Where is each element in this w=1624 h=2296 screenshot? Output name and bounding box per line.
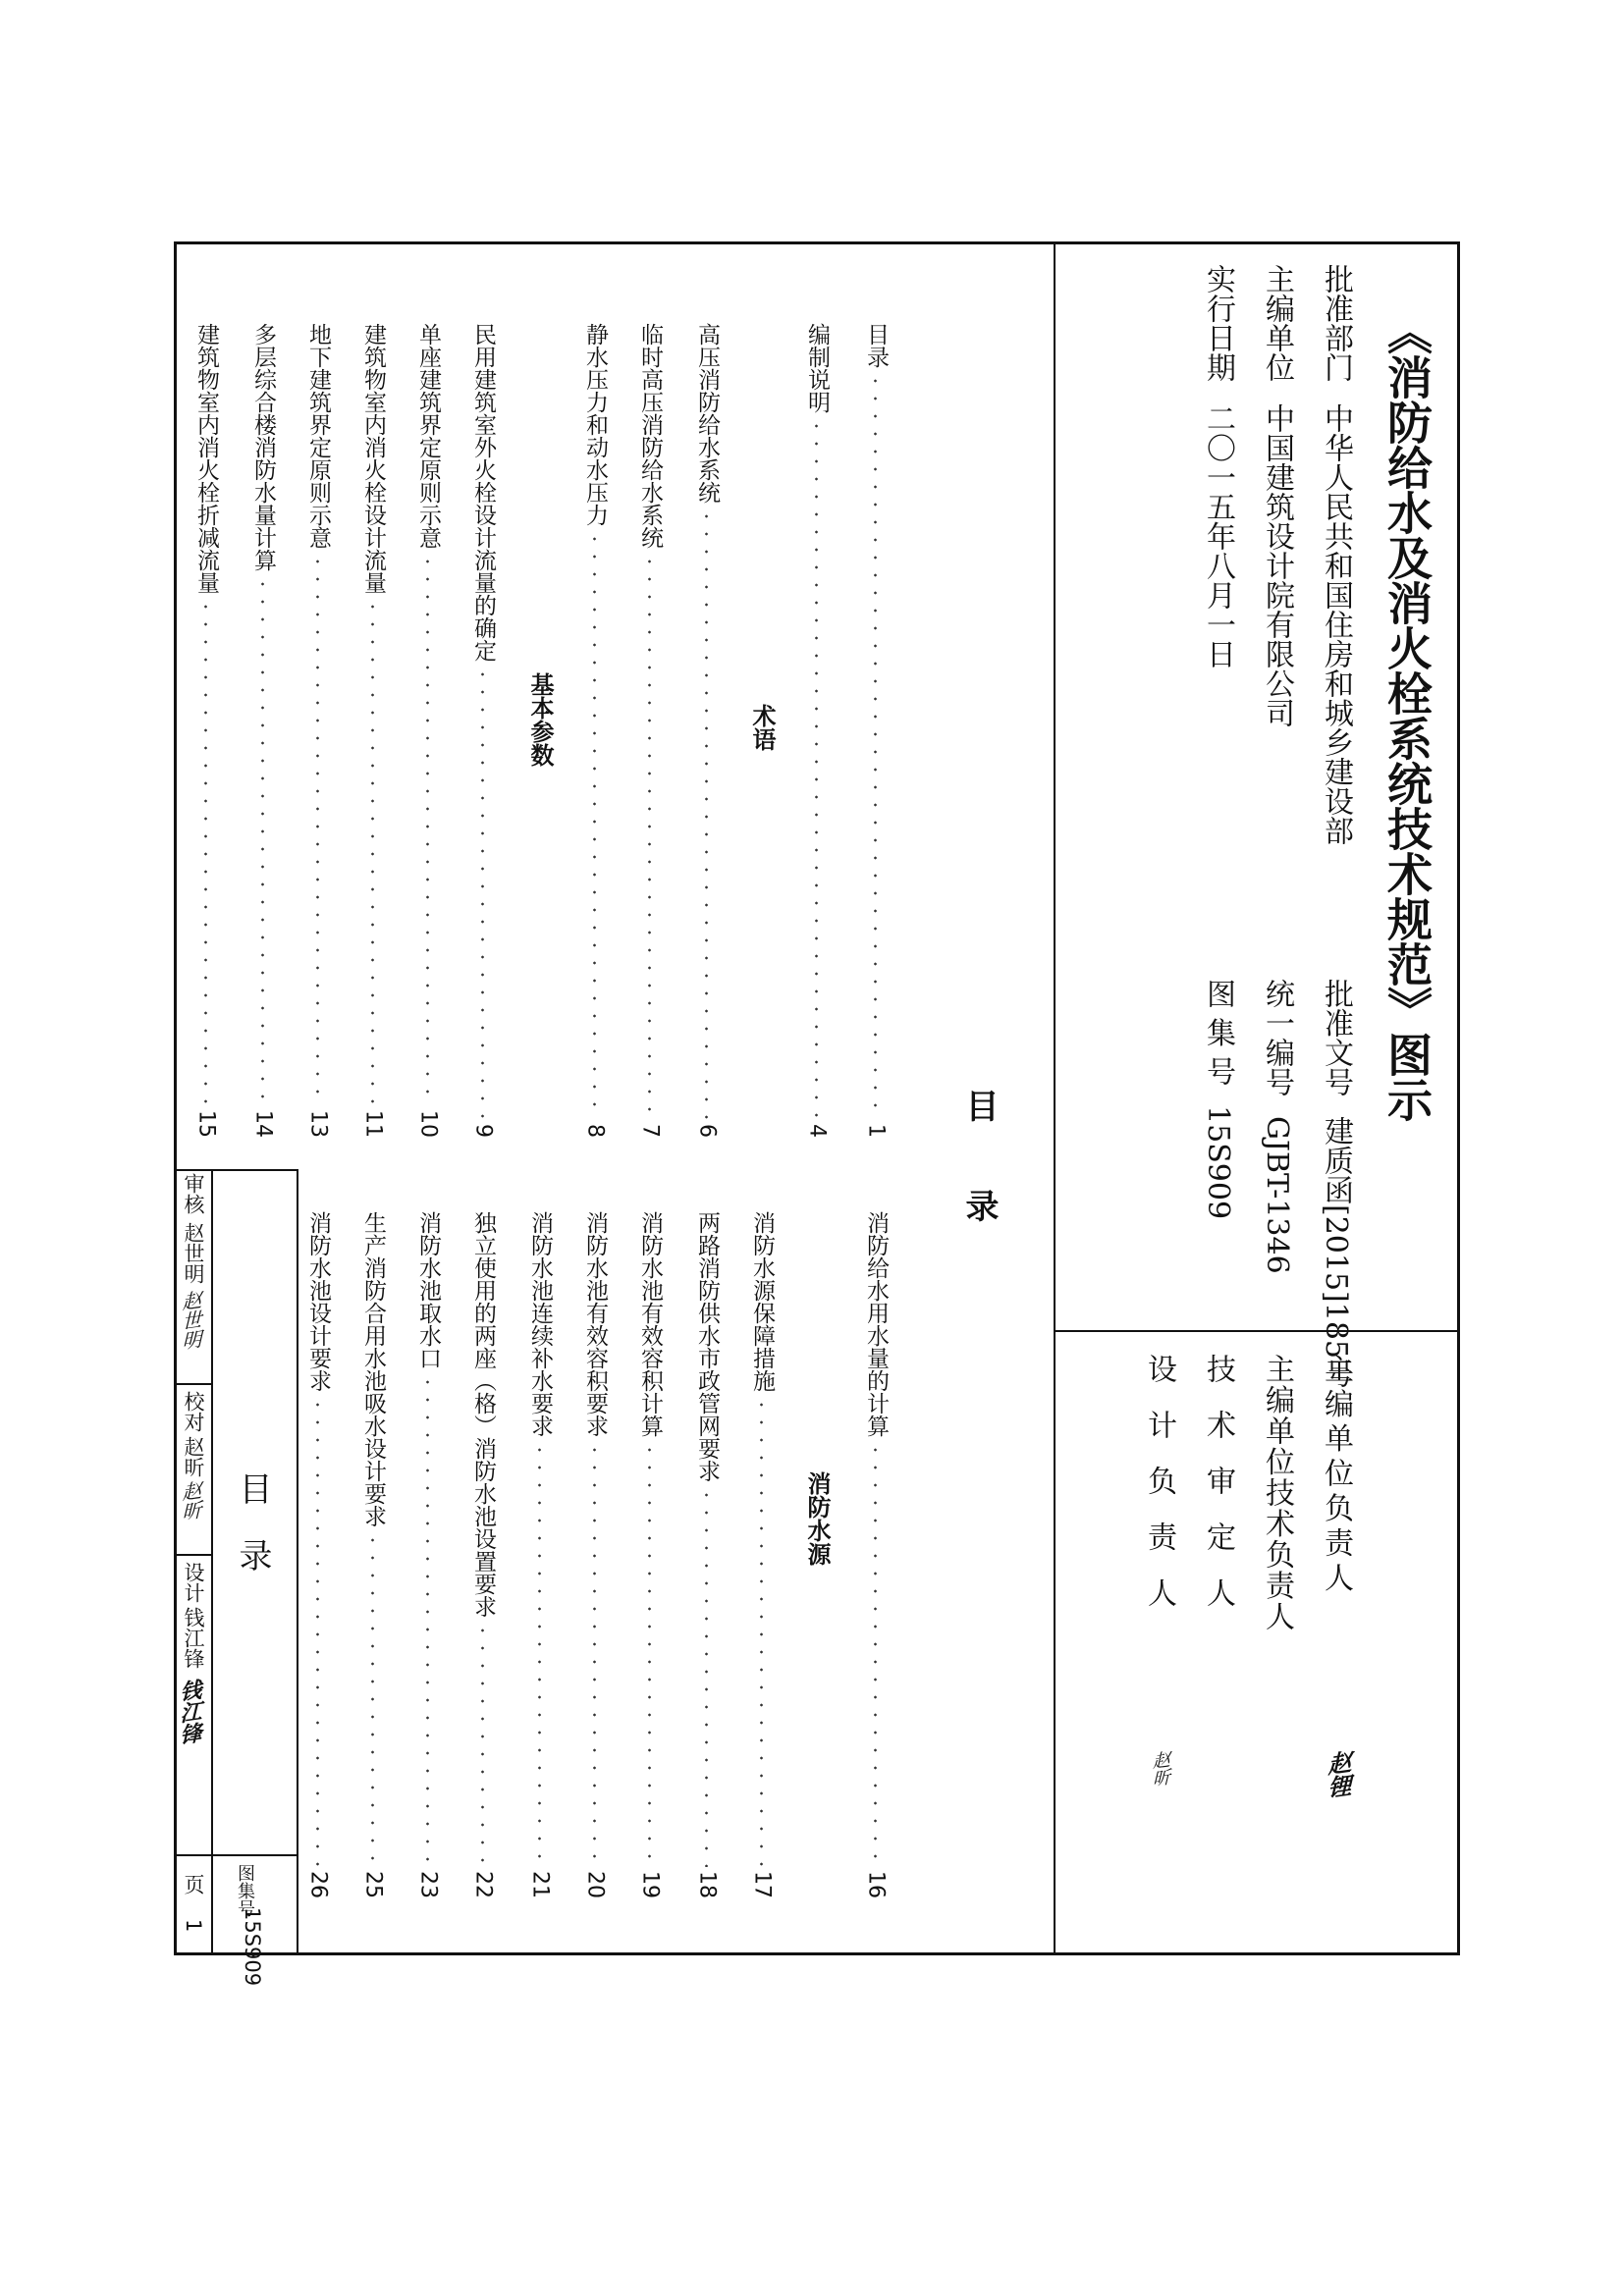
toc-entry[interactable]: 两路消防供水市政管网要求 18 <box>694 1211 720 1898</box>
leader-dots <box>695 1486 718 1867</box>
leader-dots <box>306 1396 329 1867</box>
approval-dept: 批准部门中华人民共和国住房和城乡建设部 <box>1319 264 1353 845</box>
toc-entry[interactable]: 多层综合楼消防水量计算 14 <box>250 323 276 1138</box>
toc-entry[interactable]: 消防水池有效容积要求 20 <box>582 1211 608 1898</box>
leader-dots <box>805 417 828 1120</box>
leader-dots <box>471 1622 494 1867</box>
titleblock-cell-div <box>177 1383 211 1385</box>
titleblock-atlas-label: 图集号 <box>235 1864 255 1917</box>
titleblock-atlas-value: 15S909 <box>241 1907 264 1987</box>
leader-dots <box>864 1441 887 1867</box>
titleblock-review-name: 赵世明 <box>182 1222 205 1284</box>
document-title: 《消防给水及消火栓系统技术规范》图示 <box>1380 309 1434 1122</box>
titleblock-cell-div <box>177 1554 211 1556</box>
titleblock-design-label: 设计 <box>182 1562 205 1603</box>
leader-dots <box>306 553 329 1106</box>
leader-dots <box>416 553 439 1106</box>
toc-entry[interactable]: 独立使用的两座（格）消防水池设置要求 22 <box>470 1211 496 1898</box>
responsible-tech: 主编单位技术负责人 <box>1260 1354 1294 1632</box>
signature-chief: 赵锂 <box>1324 1748 1352 1800</box>
toc-section-terms: 术语 <box>748 704 777 751</box>
toc-header: 目 录 <box>959 1089 999 1222</box>
toc-entry[interactable]: 目录 1 <box>863 323 889 1138</box>
titleblock-cell-div <box>177 1854 211 1856</box>
approval-atlas-no: 图 集 号15S909 <box>1201 979 1235 1220</box>
leader-dots <box>416 1373 439 1867</box>
titleblock-review-label: 审核 <box>182 1173 205 1214</box>
leader-dots <box>583 1441 606 1867</box>
leader-dots <box>864 372 887 1120</box>
leader-dots <box>750 1396 773 1867</box>
titleblock-name: 目 录 <box>233 1471 272 1572</box>
signature-design: 赵昕 <box>1150 1749 1170 1789</box>
toc-entry[interactable]: 消防给水用水量的计算 16 <box>863 1211 889 1898</box>
responsible-chief: 主编单位负责人 <box>1319 1354 1353 1597</box>
approval-date: 实行日期二〇一五年八月一日 <box>1201 264 1235 668</box>
titleblock-design-name: 钱江锋 <box>182 1607 205 1669</box>
titleblock-page-value: 1 <box>182 1919 205 1933</box>
toc-entry[interactable]: 地下建筑界定原则示意 13 <box>305 323 331 1138</box>
titleblock-check-sig: 赵昕 <box>179 1479 202 1522</box>
leader-dots <box>361 598 384 1106</box>
leader-dots <box>528 1441 551 1867</box>
toc-section-params: 基本参数 <box>526 672 555 767</box>
toc-entry[interactable]: 消防水池有效容积计算 19 <box>637 1211 663 1898</box>
titleblock-side <box>297 1169 298 1952</box>
leader-dots <box>471 666 494 1120</box>
toc-entry[interactable]: 临时高压消防给水系统 7 <box>637 323 663 1138</box>
titleblock-div1 <box>211 1169 213 1952</box>
leader-dots <box>638 553 661 1120</box>
responsible-design: 设计负责人 <box>1142 1354 1176 1633</box>
toc-entry[interactable]: 消防水源保障措施 17 <box>749 1211 775 1898</box>
approval-editor: 主编单位中国建筑设计院有限公司 <box>1260 264 1294 727</box>
leader-dots <box>251 575 274 1106</box>
toc-entry[interactable]: 消防水池连续补水要求 21 <box>527 1211 553 1898</box>
titleblock-top <box>177 1169 297 1171</box>
titleblock-page-label: 页 <box>182 1874 205 1895</box>
header-divider <box>1054 244 1056 1952</box>
header-split <box>1054 1330 1457 1332</box>
titleblock-design-sig: 钱江锋 <box>177 1678 202 1746</box>
drawing-frame <box>174 241 1460 1987</box>
titleblock-check-label: 校对 <box>182 1391 205 1432</box>
leader-dots <box>638 1441 661 1867</box>
approval-unified-no: 统一编号GJBT-1346 <box>1260 979 1294 1274</box>
responsible-review: 技术审定人 <box>1201 1354 1235 1633</box>
leader-dots <box>194 598 217 1106</box>
toc-entry[interactable]: 编制说明 4 <box>804 323 830 1138</box>
toc-entry[interactable]: 单座建筑界定原则示意 10 <box>415 323 441 1138</box>
toc-section-sources: 消防水源 <box>803 1471 832 1566</box>
leader-dots <box>583 530 606 1120</box>
leader-dots <box>695 507 718 1120</box>
toc-entry[interactable]: 高压消防给水系统 6 <box>694 323 720 1138</box>
titleblock-review-sig: 赵世明 <box>179 1289 202 1352</box>
approval-doc-no: 批准文号建质函[2015]185号 <box>1319 979 1353 1389</box>
toc-entry[interactable]: 消防水池设计要求 26 <box>305 1211 331 1898</box>
toc-entry[interactable]: 生产消防合用水池吸水设计要求 25 <box>360 1211 386 1898</box>
leader-dots <box>361 1531 384 1867</box>
toc-entry[interactable]: 静水压力和动水压力 8 <box>582 323 608 1138</box>
toc-entry[interactable]: 建筑物室内消火栓设计流量 11 <box>360 323 386 1138</box>
titleblock-check-name: 赵昕 <box>182 1436 205 1477</box>
toc-entry[interactable]: 消防水池取水口 23 <box>415 1211 441 1898</box>
toc-entry[interactable]: 民用建筑室外火栓设计流量的确定 9 <box>470 323 496 1138</box>
toc-entry[interactable]: 建筑物室内消火栓折减流量 15 <box>193 323 219 1138</box>
